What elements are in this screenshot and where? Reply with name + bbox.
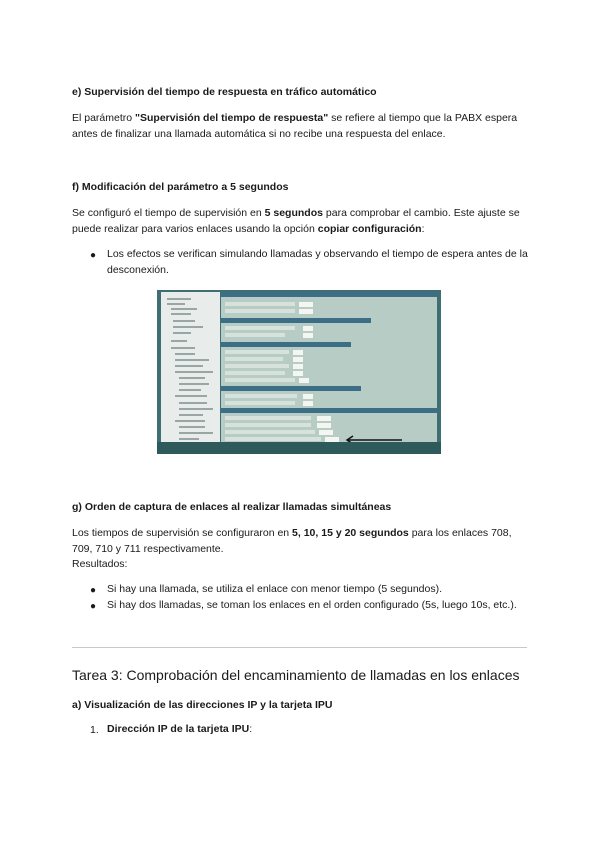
section-e-paragraph [72,111,532,142]
section-f-bold-1: 5 segundos [264,207,323,219]
results-label: Resultados: [72,558,128,570]
section-f-text-1: Se configuró el tiempo de supervisión en [72,207,265,219]
section-e-heading: e) Supervisión del tiempo de respuesta en tráfico automático [72,86,377,98]
section-f-text-2: para comprobar el cambio. Este ajuste se puede realizar para varios enlaces usando la opción [72,207,520,235]
section-g-bold: 5, 10, 15 y 20 segundos [292,527,409,539]
list-number: 1. [90,724,99,736]
bullet-icon: ● [90,250,97,261]
ipu-ip-colon: : [249,723,253,735]
screenshot-image [157,290,441,454]
config-tree-panel [161,292,220,442]
horizontal-divider [72,647,527,648]
section-g-heading: g) Orden de captura de enlaces al realizar llamadas simultáneas [72,501,392,513]
bullet-icon: ● [90,601,97,612]
section-g-paragraph [72,526,532,557]
section-f-heading: f) Modificación del parámetro a 5 segundos [72,181,289,193]
section-e-text: El parámetro [72,112,136,124]
section-g-text-1: Los tiempos de supervisión se configuraron en [72,527,293,539]
section-g-bullet-1: Si hay una llamada, se utiliza el enlace con menor tiempo (5 segundos). [107,583,443,595]
tarea-3-subheading: a) Visualización de las direcciones IP y la tarjeta IPU [72,699,333,711]
ipu-ip-label: Dirección IP de la tarjeta IPU [107,723,250,735]
bullet-icon: ● [90,585,97,596]
section-g-text-2: para los enlaces 708, 709, 710 y 711 respectivamente. [72,527,512,555]
tarea-3-title: Tarea 3: Comprobación del encaminamiento de llamadas en los enlaces [72,667,520,683]
section-f-bullet: Los efectos se verifican simulando llamadas y observando el tiempo de espera antes de la desconexión. [107,248,528,276]
section-f-bold-2: copiar configuración [317,222,422,235]
section-g-bullet-2: Si hay dos llamadas, se toman los enlaces en el orden configurado (5s, luego 10s, etc.). [107,599,517,611]
section-f-paragraph [72,206,532,237]
section-e-bold-term: "Supervisión del tiempo de respuesta" [135,112,329,124]
config-parameter-panel [221,292,437,442]
section-e-text-end: se refiere al tiempo que la PABX espera antes de finalizar una llamada automática si no recibe una respuesta del enlace. [72,112,518,140]
tarea-3-item [107,722,532,738]
section-f-text-3: : [421,222,425,235]
